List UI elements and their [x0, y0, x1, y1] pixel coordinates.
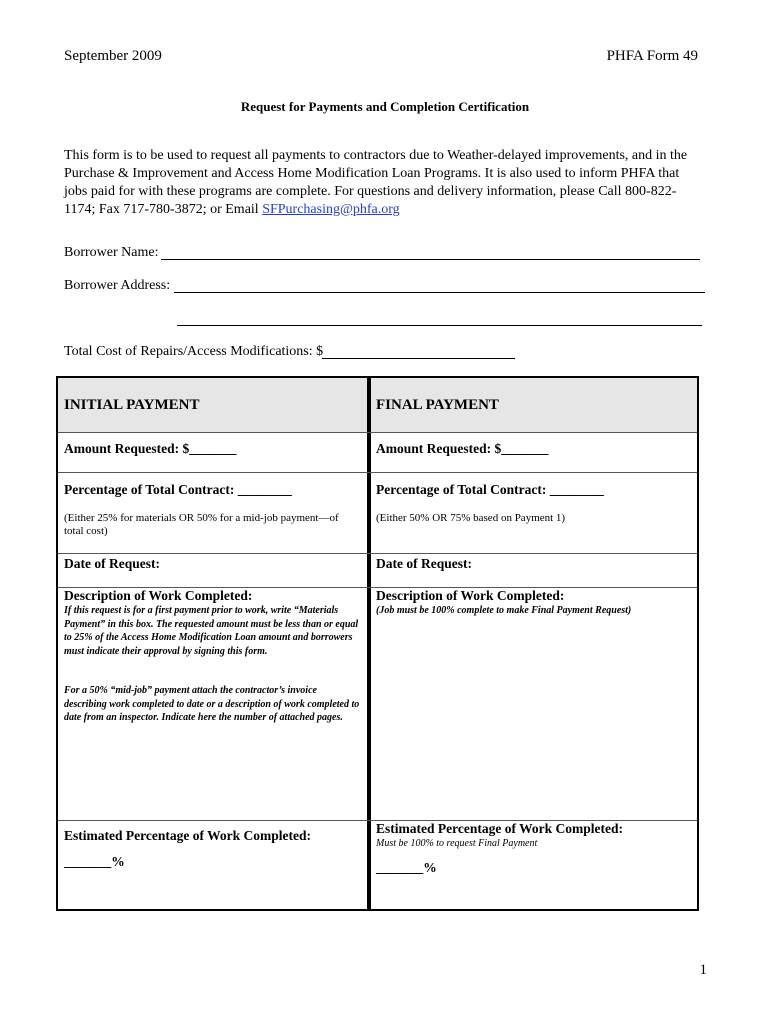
initial-amount-field[interactable]: Amount Requested: $_______	[64, 441, 237, 456]
initial-date-field[interactable]: Date of Request:	[64, 556, 160, 571]
row-divider	[58, 432, 697, 433]
row-divider	[58, 472, 697, 473]
page-number: 1	[699, 962, 707, 978]
borrower-address-label: Borrower Address:	[64, 278, 171, 293]
final-estimated-field[interactable]: _______%	[376, 860, 437, 875]
borrower-address-field[interactable]	[174, 292, 705, 293]
initial-description-label: Description of Work Completed:	[64, 588, 253, 603]
initial-percentage-note: (Either 25% for materials OR 50% for a mid-job payment—of total cost)	[64, 512, 339, 537]
form-number: PHFA Form 49	[606, 48, 698, 64]
borrower-address-field-line-2[interactable]	[177, 325, 702, 326]
email-link[interactable]: SFPurchasing@phfa.org	[262, 202, 400, 217]
borrower-name-field[interactable]	[161, 259, 700, 260]
initial-midjob-note: For a 50% “mid-job” payment attach the contractor’s invoice describing work completed to date or a description of work completed to date from an inspector. Indicate here the number of attached pages.	[64, 685, 360, 723]
final-percentage-field[interactable]: Percentage of Total Contract: ________	[376, 482, 604, 497]
final-estimated-note: Must be 100% to request Final Payment	[376, 838, 538, 849]
initial-estimated-label: Estimated Percentage of Work Completed:	[64, 828, 311, 843]
form-date: September 2009	[64, 48, 162, 64]
initial-description-note: If this request is for a first payment prior to work, write “Materials Payment” in this box. The requested amount must be less than or equal to 25% of the Access Home Modification Loan amount and borrowers must indicate their approval by signing this form.	[64, 605, 359, 657]
final-description-label: Description of Work Completed:	[376, 588, 565, 603]
final-payment-heading: FINAL PAYMENT	[376, 397, 499, 413]
initial-percentage-field[interactable]: Percentage of Total Contract: ________	[64, 482, 292, 497]
row-divider	[58, 553, 697, 554]
total-cost-field[interactable]	[322, 358, 515, 359]
initial-estimated-field[interactable]: _______%	[64, 854, 125, 869]
final-description-note: (Job must be 100% complete to make Final Payment Request)	[376, 605, 632, 616]
final-date-field[interactable]: Date of Request:	[376, 556, 472, 571]
final-estimated-label: Estimated Percentage of Work Completed:	[376, 821, 623, 836]
initial-payment-heading: INITIAL PAYMENT	[64, 397, 200, 413]
form-title: Request for Payments and Completion Certification	[240, 99, 530, 114]
final-amount-field[interactable]: Amount Requested: $_______	[376, 441, 549, 456]
final-description-field[interactable]	[373, 620, 695, 816]
column-divider	[367, 376, 371, 911]
final-percentage-note: (Either 50% OR 75% based on Payment 1)	[376, 512, 566, 524]
intro-paragraph	[64, 147, 700, 219]
total-cost-label: Total Cost of Repairs/Access Modifications: $	[64, 344, 324, 359]
borrower-name-label: Borrower Name:	[64, 245, 159, 260]
initial-description-field[interactable]	[60, 750, 364, 816]
intro-text: This form is to be used to request all payments to contractors due to Weather-delayed improvements, and in the Purchase & Improvement and Access Home Modification Loan Programs. It is also used to inform PHFA that jobs paid for with these programs are complete. For questions and delivery information, please Call 800-822-1174; Fax 717-780-3872; or Email	[64, 148, 688, 217]
